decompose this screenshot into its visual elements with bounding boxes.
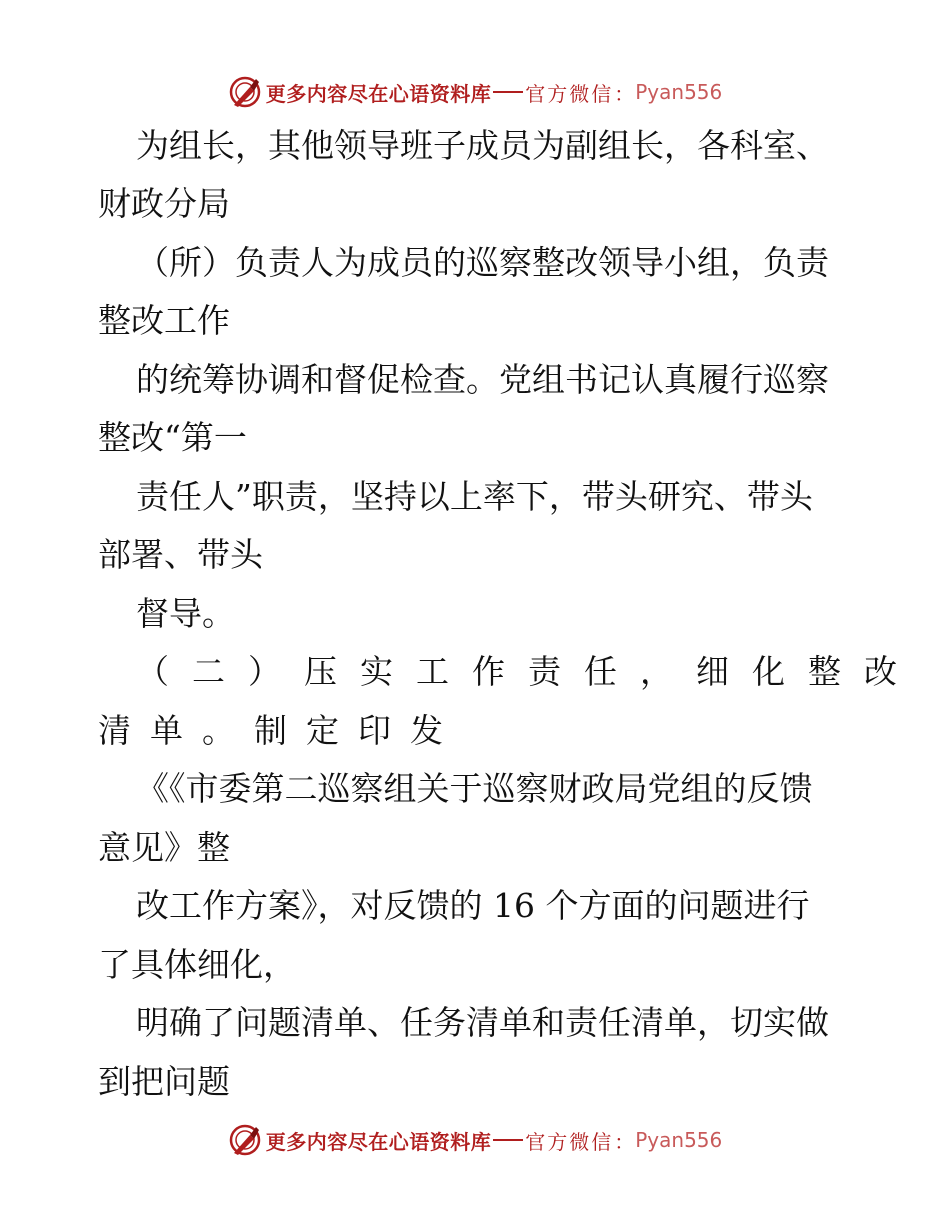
- text-line-spaced: （二）压实工作责任，细化整改: [136, 652, 920, 691]
- banner-text: 更多内容尽在心语资料库: [265, 1129, 492, 1154]
- text-line: 改工作方案》，对反馈的 16 个方面的问题进行: [136, 886, 810, 925]
- banner-wechat-id: Pyan556: [635, 80, 723, 104]
- banner-wechat-id: Pyan556: [635, 1128, 723, 1152]
- header-watermark: [0, 72, 950, 112]
- text-line: 整改工作: [98, 301, 230, 340]
- text-line: 到把问题: [98, 1062, 230, 1101]
- banner-colon: ：: [614, 1129, 635, 1154]
- banner-official: 官方微信: [525, 1129, 614, 1154]
- text-line: 部署、带头: [98, 535, 263, 574]
- text-line: 责任人”职责，坚持以上率下，带头研究、带头: [136, 477, 813, 516]
- banner-text: 更多内容尽在心语资料库: [265, 81, 492, 106]
- text-line: 的统筹协调和督促检查。党组书记认真履行巡察: [136, 360, 829, 399]
- banner-dash: [493, 91, 523, 93]
- text-line: 明确了问题清单、任务清单和责任清单，切实做: [136, 1003, 829, 1042]
- text-line: 意见》整: [98, 828, 230, 867]
- text-line-spaced: 清单。制定印发: [98, 711, 462, 750]
- pen-logo-icon: [228, 75, 262, 109]
- banner-dash: [493, 1139, 523, 1141]
- text-line: 财政分局: [98, 184, 230, 223]
- pen-logo-icon: [228, 1123, 262, 1157]
- text-line: 整改“第一: [98, 418, 247, 457]
- text-line: 为组长，其他领导班子成员为副组长，各科室、: [136, 126, 829, 165]
- text-line: 《《市委第二巡察组关于巡察财政局党组的反馈: [136, 769, 813, 808]
- footer-watermark: [0, 1120, 950, 1160]
- banner-official: 官方微信: [525, 81, 614, 106]
- text-line: （所）负责人为成员的巡察整改领导小组，负责: [136, 243, 829, 282]
- text-line: 了具体细化，: [98, 945, 296, 984]
- banner-colon: ：: [614, 81, 635, 106]
- text-line: 督导。: [136, 594, 235, 633]
